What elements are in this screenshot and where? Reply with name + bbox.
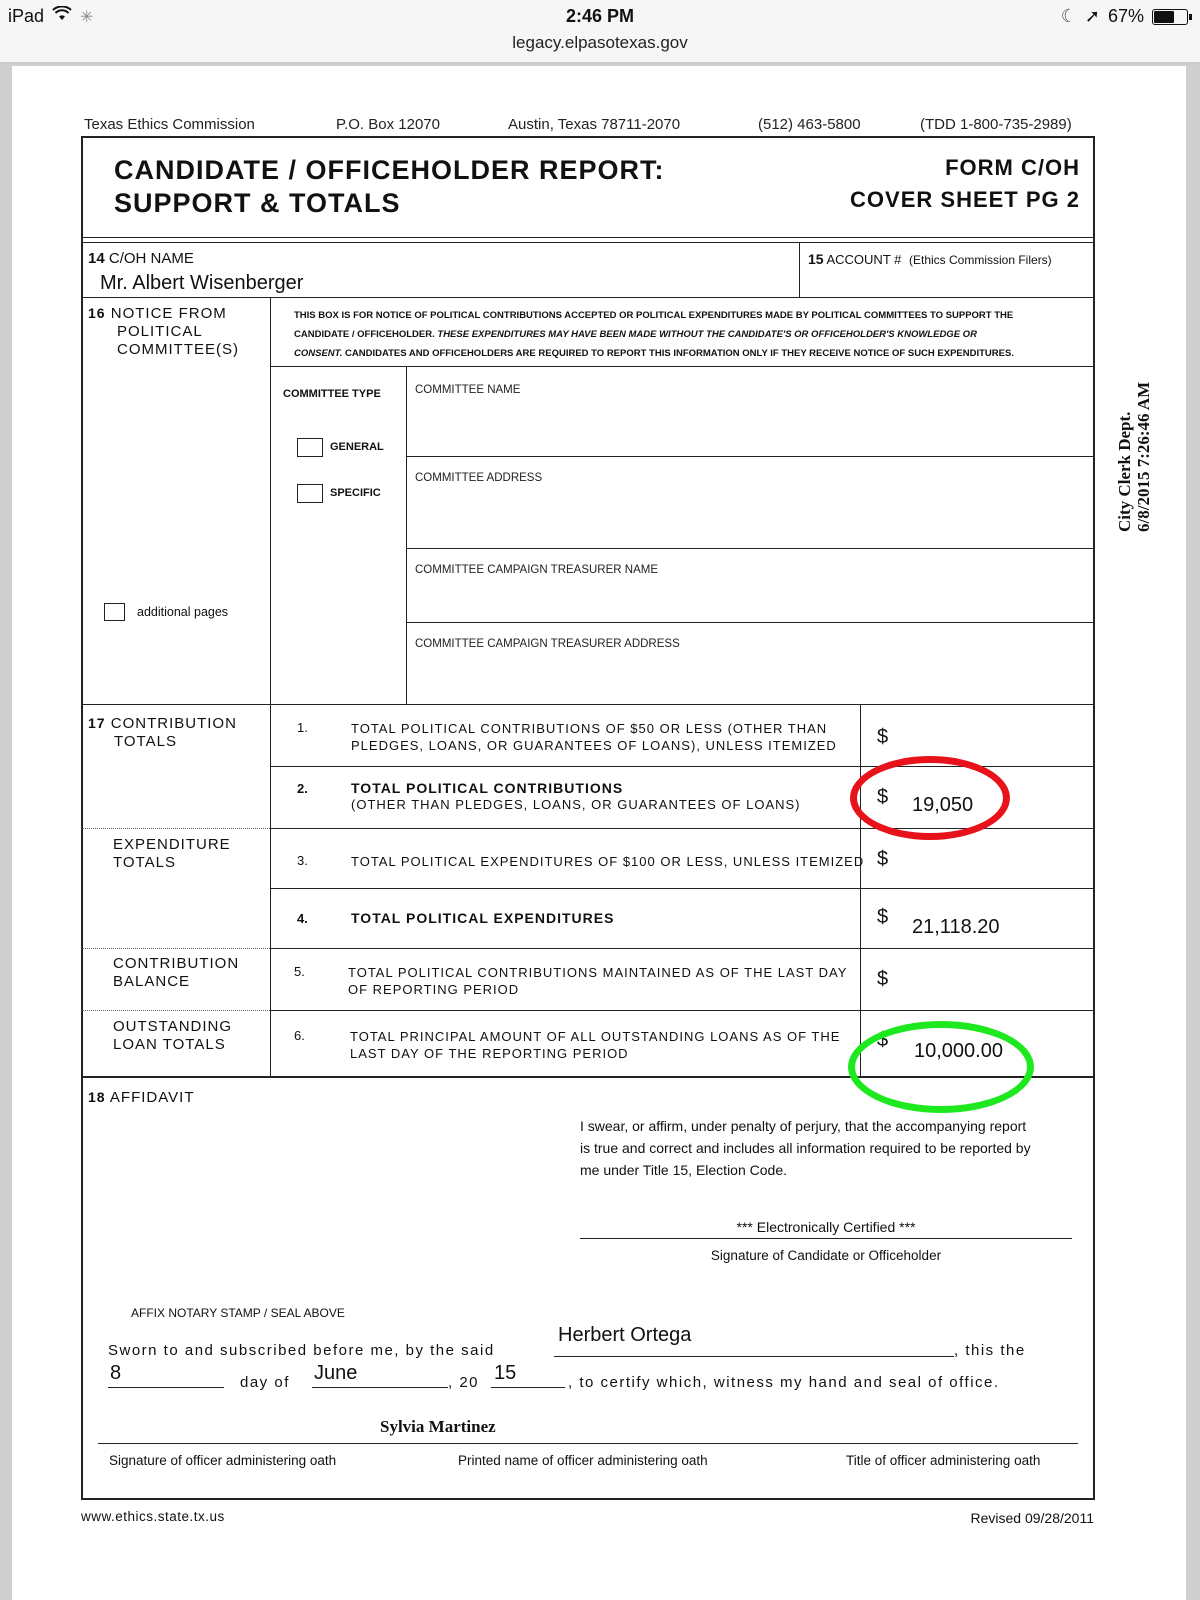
general-checkbox[interactable] [297, 438, 323, 457]
row1-line2: PLEDGES, LOANS, OR GUARANTEES OF LOANS), UNLESS ITEMIZED [351, 738, 837, 753]
sworn-name-value[interactable]: Herbert Ortega [558, 1324, 692, 1346]
notice-line1: THIS BOX IS FOR NOTICE OF POLITICAL CONTRIBUTIONS ACCEPTED OR POLITICAL EXPENDITURES MADE BY POLITICAL COMMITTEES TO SUPPORT THE [294, 310, 1014, 321]
bal-label2: BALANCE [113, 973, 191, 990]
row1-text [351, 720, 837, 754]
signature-line [580, 1238, 1072, 1239]
document-page [12, 66, 1186, 1600]
contrib-label2: TOTALS [114, 733, 177, 750]
exp-label1: EXPENDITURE [113, 836, 231, 853]
officer-printed-label: Printed name of officer administering oath [458, 1453, 708, 1468]
divider [406, 366, 407, 704]
exp-label2: TOTALS [113, 854, 176, 871]
battery-fill [1154, 11, 1174, 23]
city-clerk-stamp [1110, 350, 1170, 530]
green-highlight-oval [848, 1021, 1034, 1113]
row5-line1: TOTAL POLITICAL CONTRIBUTIONS MAINTAINED AS OF THE LAST DAY [348, 965, 848, 980]
sworn-name-line [554, 1356, 954, 1357]
day-of-text: day of [240, 1374, 290, 1391]
row3-dollar: $ [877, 848, 889, 870]
row1-number: 1. [297, 720, 308, 735]
section16-line1: NOTICE FROM [110, 305, 227, 322]
divider [81, 297, 1095, 298]
additional-pages-label: additional pages [137, 605, 229, 619]
contribution-balance-label [113, 955, 239, 991]
divider [81, 828, 270, 829]
divider [406, 622, 1095, 623]
stamp-line2: 6/8/2015 7:26:46 AM [1134, 381, 1153, 532]
section17-num: 17 [88, 715, 106, 731]
section14-text: C/OH NAME [108, 250, 194, 267]
signature-label: Signature of Candidate or Officeholder [710, 1248, 942, 1263]
section16-num: 16 [88, 305, 106, 321]
month-value[interactable]: June [314, 1362, 358, 1384]
row5-line2: OF REPORTING PERIOD [348, 982, 520, 997]
divider [799, 242, 800, 298]
divider [406, 548, 1095, 549]
row2-dollar: $ [877, 786, 889, 808]
section18-label [88, 1089, 194, 1106]
divider [81, 1010, 270, 1011]
row1-line1: TOTAL POLITICAL CONTRIBUTIONS OF $50 OR LESS (OTHER THAN [351, 721, 828, 736]
row4-dollar: $ [877, 906, 889, 928]
notice-line3 [294, 344, 1084, 363]
row2-amount[interactable]: 19,050 [912, 794, 974, 816]
coh-name-value[interactable]: Mr. Albert Wisenberger [100, 272, 304, 294]
oath-line1: I swear, or affirm, under penalty of perjury, that the accompanying report [580, 1118, 1027, 1134]
section16-label [88, 304, 239, 359]
officer-signature-line [98, 1443, 1078, 1444]
specific-checkbox[interactable] [297, 484, 323, 503]
oath-line3: me under Title 15, Election Code. [580, 1162, 788, 1178]
ios-status-bar [0, 0, 1200, 63]
day-line [108, 1387, 224, 1388]
notice-text [294, 306, 1084, 363]
month-line [312, 1387, 448, 1388]
notary-label: AFFIX NOTARY STAMP / SEAL ABOVE [131, 1306, 345, 1320]
expenditure-totals-label [113, 836, 231, 872]
row6-dollar: $ [877, 1029, 889, 1051]
title-line1: CANDIDATE / OFFICEHOLDER REPORT: [114, 155, 665, 185]
officer-signature-label: Signature of officer administering oath [109, 1453, 337, 1468]
committee-address-label: COMMITTEE ADDRESS [415, 472, 543, 484]
year-value[interactable]: 15 [494, 1362, 517, 1384]
divider [270, 297, 271, 1077]
section16-line2: POLITICAL [117, 323, 203, 340]
header-org: Texas Ethics Commission [84, 116, 255, 133]
year-line [491, 1387, 565, 1388]
contribution-totals-label [88, 714, 237, 751]
section15-text: ACCOUNT # [826, 252, 902, 267]
divider [270, 948, 1095, 949]
committee-type-label: COMMITTEE TYPE [283, 388, 381, 400]
loan-totals-label [113, 1018, 232, 1054]
divider [81, 704, 1095, 705]
section14-label [88, 250, 194, 267]
form-line2: COVER SHEET PG 2 [850, 187, 1080, 212]
officer-title-label: Title of officer administering oath [846, 1453, 1041, 1468]
oath-text [580, 1115, 1031, 1181]
row1-dollar: $ [877, 726, 889, 748]
form-line1: FORM C/OH [945, 155, 1080, 180]
header-phone: (512) 463-5800 [758, 116, 861, 133]
treasurer-address-label: COMMITTEE CAMPAIGN TREASURER ADDRESS [415, 638, 680, 650]
row6-line2: LAST DAY OF THE REPORTING PERIOD [350, 1046, 629, 1061]
loan-label2: LOAN TOTALS [113, 1036, 226, 1053]
battery-percent: 67% [1107, 6, 1144, 26]
row3-line1: TOTAL POLITICAL EXPENDITURES OF $100 OR LESS, UNLESS ITEMIZED [351, 854, 865, 869]
status-right [1061, 6, 1188, 27]
row4-text [351, 910, 614, 926]
device-label: iPad [8, 6, 45, 26]
committee-name-label: COMMITTEE NAME [415, 384, 521, 396]
row3-text [351, 853, 864, 870]
status-time: 2:46 PM [565, 6, 635, 26]
address-bar-url[interactable]: legacy.elpasotexas.gov [512, 33, 688, 52]
divider [81, 237, 1095, 238]
row3-number: 3. [297, 853, 308, 868]
row6-text [350, 1028, 840, 1062]
row4-line1: TOTAL POLITICAL EXPENDITURES [351, 910, 615, 926]
divider [81, 242, 1095, 243]
divider [270, 366, 1095, 367]
sworn-text: Sworn to and subscribed before me, by the said [108, 1342, 495, 1359]
header-po-box: P.O. Box 12070 [336, 116, 440, 133]
row2-line1: TOTAL POLITICAL CONTRIBUTIONS [351, 780, 624, 796]
contrib-label1: CONTRIBUTION [110, 715, 237, 732]
section16-line3: COMMITTEE(S) [117, 341, 239, 358]
row4-number: 4. [297, 911, 308, 926]
header-tdd: (TDD 1-800-735-2989) [920, 116, 1072, 133]
section14-num: 14 [88, 250, 105, 267]
form-title [114, 154, 665, 220]
row6-line1: TOTAL PRINCIPAL AMOUNT OF ALL OUTSTANDING LOANS AS OF THE [350, 1029, 841, 1044]
notice-line3b: CANDIDATES AND OFFICEHOLDERS ARE REQUIRED TO REPORT THIS INFORMATION ONLY IF THEY RECEIVE NOTICE OF SUCH EXPENDITURES. [342, 348, 1014, 359]
row5-dollar: $ [877, 968, 889, 990]
section15-note: (Ethics Commission Filers) [909, 253, 1052, 267]
section15-num: 15 [808, 251, 824, 267]
additional-pages-checkbox[interactable] [104, 603, 125, 621]
notice-line2b: THESE EXPENDITURES MAY HAVE BEEN MADE WITHOUT THE CANDIDATE'S OR OFFICEHOLDER'S KNOWLEDGE OR [437, 329, 977, 340]
row2-number: 2. [297, 781, 308, 796]
row6-number: 6. [294, 1028, 305, 1043]
oath-line2: is true and correct and includes all information required to be reported by [580, 1140, 1031, 1156]
divider [81, 948, 270, 949]
row2-line2: (OTHER THAN PLEDGES, LOANS, OR GUARANTEES OF LOANS) [351, 797, 801, 812]
divider [270, 888, 1095, 889]
notice-line3a: CONSENT. [294, 348, 343, 359]
section18-text: AFFIDAVIT [109, 1089, 195, 1106]
footer-revised: Revised 09/28/2011 [970, 1510, 1094, 1526]
footer-website[interactable]: www.ethics.state.tx.us [81, 1509, 225, 1524]
this-the-text: , this the [954, 1342, 1026, 1359]
location-arrow-icon: ➚ [1084, 6, 1100, 26]
row2-text [351, 780, 801, 813]
specific-label: SPECIFIC [330, 487, 381, 499]
stamp-line1: City Clerk Dept. [1115, 411, 1134, 532]
moon-icon: ☾ [1060, 6, 1077, 26]
loading-spinner-icon: ✳ [80, 8, 94, 26]
electronically-certified: *** Electronically Certified *** [736, 1219, 916, 1235]
general-label: GENERAL [330, 441, 384, 453]
section18-num: 18 [88, 1089, 106, 1105]
divider [270, 1010, 1095, 1011]
officer-name: Sylvia Martinez [380, 1417, 496, 1436]
row4-amount[interactable]: 21,118.20 [912, 916, 1000, 938]
form-id [850, 152, 1080, 216]
certify-text: , to certify which, witness my hand and seal of office. [568, 1374, 1000, 1391]
row5-number: 5. [294, 964, 305, 979]
battery-icon [1152, 9, 1188, 25]
notice-line2 [294, 325, 1084, 344]
bal-label1: CONTRIBUTION [113, 955, 240, 972]
red-highlight-oval [850, 756, 1010, 840]
row5-text [348, 964, 847, 998]
treasurer-name-label: COMMITTEE CAMPAIGN TREASURER NAME [415, 564, 659, 576]
title-line2: SUPPORT & TOTALS [114, 188, 401, 218]
notice-line2a: CANDIDATE / OFFICEHOLDER. [294, 329, 438, 340]
header-city: Austin, Texas 78711-2070 [508, 116, 681, 133]
day-value[interactable]: 8 [110, 1362, 122, 1384]
year-prefix-text: , 20 [448, 1374, 480, 1391]
divider [860, 704, 861, 1077]
row6-amount[interactable]: 10,000.00 [914, 1040, 1003, 1062]
loan-label1: OUTSTANDING [113, 1018, 233, 1035]
section15-label [808, 251, 1052, 267]
divider [406, 456, 1095, 457]
